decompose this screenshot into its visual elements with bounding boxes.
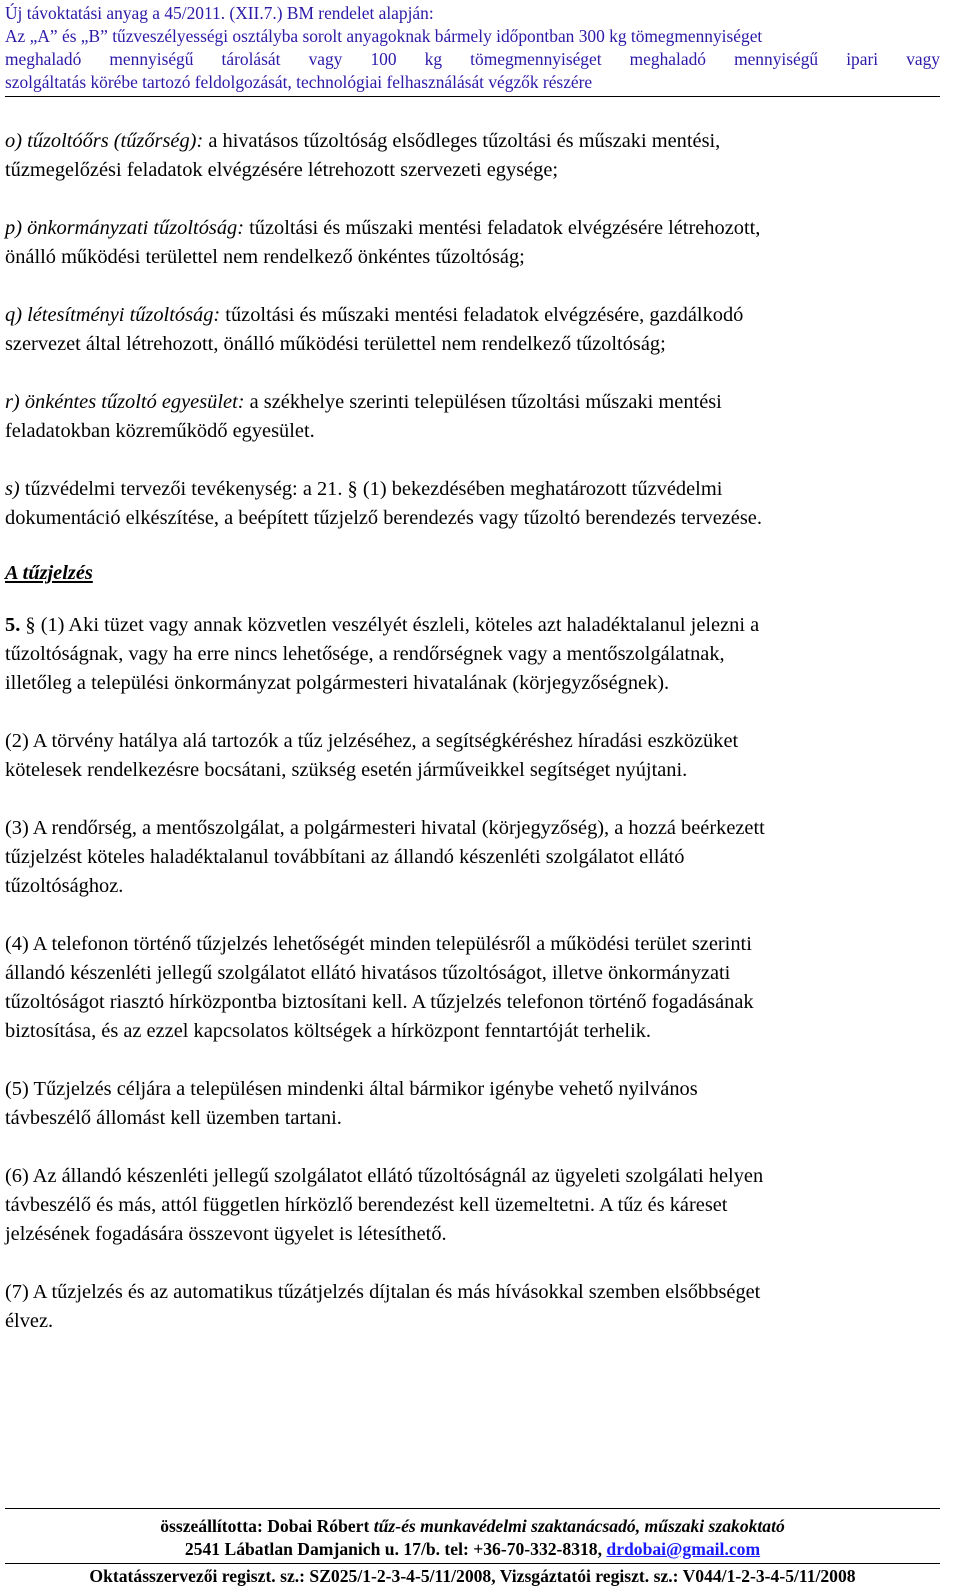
definition-text: tűzoltási és műszaki mentési feladatok elvégzésére létrehozott, önálló működési területtel nem rendelkező önkéntes tűzoltóság; [5, 217, 761, 268]
header-line-2: Az „A” és „B” tűzveszélyességi osztályba sorolt anyagoknak bármely időpontban 300 kg tömegmennyiséget [5, 26, 763, 46]
section-number: 5. [5, 614, 21, 636]
header-line-4: szolgáltatás körébe tartozó feldolgozását, technológiai felhasználását végzők részére [5, 72, 593, 92]
footer-author-line [5, 1515, 940, 1538]
paragraph-7: (7) A tűzjelzés és az automatikus tűzátjelzés díjtalan és más hívásokkal szemben elsőbbséget élvez. [5, 1281, 761, 1332]
section-title: A tűzjelzés [5, 562, 93, 584]
definition-term: r) önkéntes tűzoltó egyesület: [5, 391, 245, 413]
definition-o [5, 127, 940, 185]
document-footer [5, 1508, 940, 1588]
footer-address: 2541 Lábatlan Damjanich u. 17/b. tel: +36-70-332-8318, [184, 1539, 607, 1559]
footer-author: összeállította: Dobai Róbert [160, 1516, 374, 1536]
definition-r [5, 388, 940, 446]
definition-term: p) önkormányzati tűzoltóság: [5, 217, 245, 239]
document-body [5, 127, 940, 1365]
definition-text: tűzvédelmi tervezői tevékenység: a 21. § (1) bekezdésében meghatározott tűzvédelmi dokumentáció elkészítése, a beépített tűzjelző berendezés vagy tűzoltó berendezés tervezése. [5, 478, 762, 529]
definition-p [5, 214, 940, 272]
document-header [5, 2, 940, 97]
paragraph-text: § (1) Aki tüzet vagy annak közvetlen veszélyét észleli, köteles azt haladéktalanul jelezni a tűzoltóságnak, vagy ha erre nincs lehetősége, a rendőrségnek vagy a mentőszolgálatnak, illetőleg a települési önkormányzat polgármesteri hivatalának (körjegyzőségnek). [5, 614, 760, 694]
footer-author-title: tűz-és munkavédelmi szaktanácsadó, műszaki szakoktató [373, 1516, 785, 1536]
definition-text: tűzoltási és műszaki mentési feladatok elvégzésére, gazdálkodó szervezet által létrehozott, önálló működési területtel nem rendelkező tűzoltóság; [5, 304, 744, 355]
paragraph-1 [5, 611, 940, 698]
paragraph-3: (3) A rendőrség, a mentőszolgálat, a polgármesteri hivatal (körjegyzőség), a hozzá beérkezett tűzjelzést köteles haladéktalanul továbbítani az állandó készenléti szolgálatot ellátó tűzoltósághoz. [5, 817, 765, 897]
definition-term: q) létesítményi tűzoltóság: [5, 304, 221, 326]
paragraph-4: (4) A telefonon történő tűzjelzés lehetőségét minden településről a működési terület szerinti állandó készenléti jellegű szolgálatot ellátó hivatásos tűzoltóságot, illetve önkormányzati tűzoltóságot riasztó hírközpontba biztosítani kell. A tűzjelzés telefonon történő fogadásának biztosítása, és az ezzel kapcsolatos költségek a hírközpont fenntartóját terhelik. [5, 933, 754, 1042]
paragraph-2: (2) A törvény hatálya alá tartozók a tűz jelzéséhez, a segítségkéréshez híradási eszközüket kötelesek rendelkezésre bocsátani, szükség esetén járműveikkel segítséget nyújtani. [5, 730, 739, 781]
footer-registration: Oktatásszervezői regiszt. sz.: SZ025/1-2-3-4-5/11/2008, Vizsgáztatói regiszt. sz.: V044/1-2-3-4-5/11/2008 [5, 1563, 940, 1588]
definition-q [5, 301, 940, 359]
paragraph-6: (6) Az állandó készenléti jellegű szolgálatot ellátó tűzoltóságnál az ügyeleti szolgálati helyen távbeszélő és más, attól független hírközlő berendezést kell üzemeltetni. A tűz és káreset jelzésének fogadására összevont ügyelet is létesíthető. [5, 1165, 764, 1245]
definition-term: s) [5, 478, 20, 500]
header-line-1: Új távoktatási anyag a 45/2011. (XII.7.) BM rendelet alapján: [5, 3, 434, 23]
definition-term: o) tűzoltóőrs (tűzőrség): [5, 130, 204, 152]
email-link[interactable]: drdobai@gmail.com [606, 1539, 761, 1559]
footer-address-line [5, 1538, 940, 1561]
definition-s [5, 475, 940, 533]
definition-text: a hivatásos tűzoltóság elsődleges tűzoltási és műszaki mentési, tűzmegelőzési feladatok elvégzésére létrehozott szervezeti egysége; [5, 130, 721, 181]
paragraph-5: (5) Tűzjelzés céljára a településen mindenki által bármikor igénybe vehető nyilvános távbeszélő állomást kell üzemben tartani. [5, 1078, 698, 1129]
header-line-3: meghaladó mennyiségű tárolását vagy 100 kg tömegmennyiséget meghaladó mennyiségű ipari vagy [5, 49, 940, 69]
definition-text: a székhelye szerinti településen tűzoltási műszaki mentési feladatokban közreműködő egyesület. [5, 391, 722, 442]
